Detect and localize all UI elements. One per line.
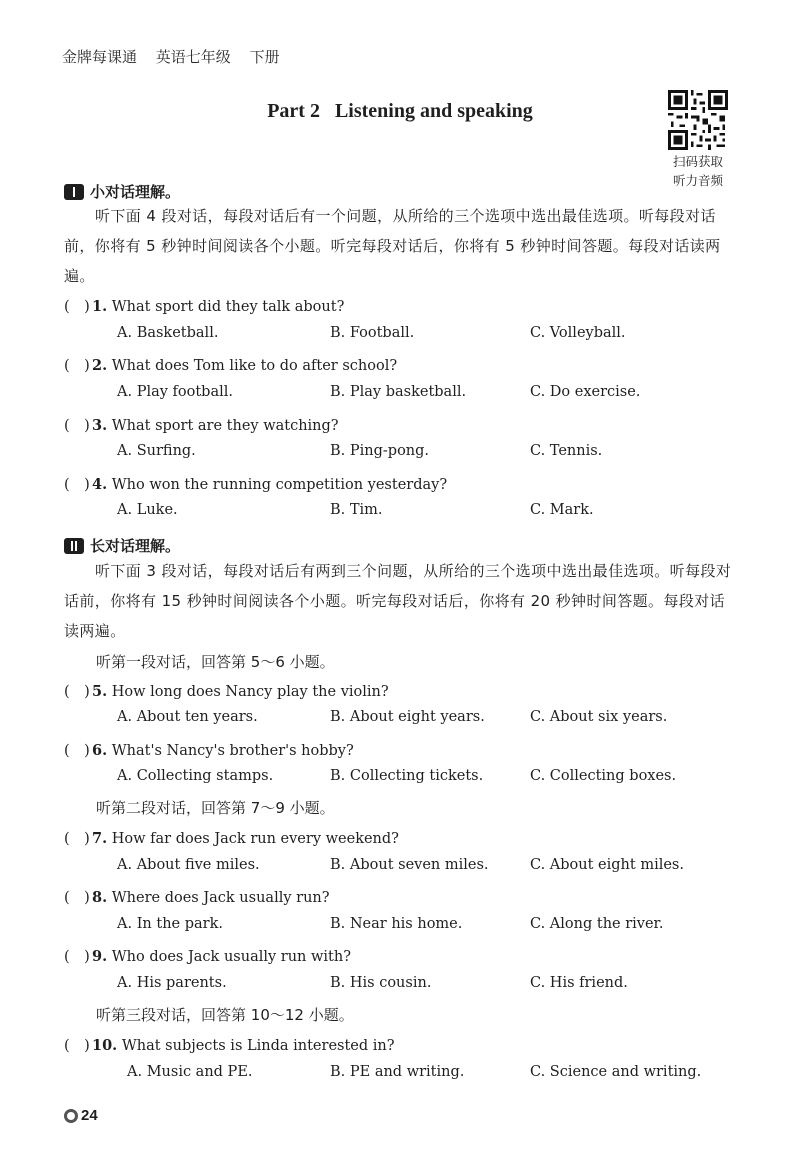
- book-subject: 英语七年级: [155, 48, 231, 66]
- option-a: A. About five miles.: [117, 857, 260, 873]
- section-1-badge-icon: [64, 184, 84, 200]
- option-a: A. Music and PE.: [127, 1064, 253, 1080]
- dialogue-3-intro: 听第三段对话，回答第 10～12 小题。: [96, 1006, 354, 1024]
- question-2: [64, 354, 397, 375]
- qr-caption-line-2: 听力音频: [672, 173, 723, 188]
- option-a: A. In the park.: [117, 916, 223, 932]
- option-b: B. About eight years.: [330, 709, 485, 725]
- section-2-heading: [64, 535, 180, 556]
- question-4: [64, 473, 447, 494]
- option-a: A. About ten years.: [117, 709, 258, 725]
- question-number: 7.: [92, 830, 108, 847]
- qr-caption-line-1: 扫码获取: [672, 154, 723, 169]
- question-text: Where does Jack usually run?: [111, 890, 330, 906]
- question-8: [64, 886, 330, 907]
- option-b: B. About seven miles.: [330, 857, 489, 873]
- question-text: What subjects is Linda interested in?: [121, 1038, 395, 1054]
- section-2-instructions: [64, 556, 736, 646]
- section-2-title: 长对话理解。: [90, 537, 181, 555]
- question-number: 2.: [92, 357, 108, 374]
- answer-blank[interactable]: ( ): [64, 1038, 90, 1054]
- option-a: A. Collecting stamps.: [117, 768, 274, 784]
- question-3: [64, 414, 339, 435]
- question-text: Who won the running competition yesterday?: [111, 477, 448, 493]
- answer-blank[interactable]: ( ): [64, 890, 90, 906]
- answer-blank[interactable]: ( ): [64, 477, 90, 493]
- answer-blank[interactable]: ( ): [64, 418, 90, 434]
- answer-blank[interactable]: ( ): [64, 831, 90, 847]
- option-a: A. His parents.: [117, 975, 227, 991]
- option-c: C. Science and writing.: [530, 1064, 702, 1080]
- page-number-text: 24: [81, 1107, 98, 1124]
- section-2-badge-icon: [64, 538, 84, 554]
- question-number: 10.: [92, 1037, 118, 1054]
- dialogue-1-intro: 听第一段对话，回答第 5～6 小题。: [96, 653, 335, 671]
- option-c: C. Mark.: [530, 502, 594, 518]
- option-b: B. Near his home.: [330, 916, 463, 932]
- option-b: B. Tim.: [330, 502, 383, 518]
- option-c: C. Tennis.: [530, 443, 603, 459]
- book-volume: 下册: [249, 48, 280, 66]
- section-1-instructions-text: 听下面 4 段对话，每段对话后有一个问题，从所给的三个选项中选出最佳选项。听每段对话前，你将有 5 秒钟时间阅读各个小题。听完每段对话后，你将有 5 秒钟时间答题。每段对话读两遍。: [64, 207, 721, 285]
- question-9: [64, 945, 351, 966]
- running-header: [62, 46, 294, 67]
- answer-blank[interactable]: ( ): [64, 743, 90, 759]
- option-b: B. Play basketball.: [330, 384, 467, 400]
- section-1-instructions: [64, 201, 736, 291]
- option-a: A. Surfing.: [117, 443, 196, 459]
- question-text: What's Nancy's brother's hobby?: [111, 743, 354, 759]
- dialogue-2-intro: 听第二段对话，回答第 7～9 小题。: [96, 799, 335, 817]
- question-number: 9.: [92, 948, 108, 965]
- option-c: C. About six years.: [530, 709, 668, 725]
- option-c: C. Volleyball.: [530, 325, 626, 341]
- option-b: B. His cousin.: [330, 975, 432, 991]
- question-text: Who does Jack usually run with?: [111, 949, 351, 965]
- answer-blank[interactable]: ( ): [64, 358, 90, 374]
- question-5: [64, 680, 389, 701]
- question-10: [64, 1034, 395, 1055]
- qr-code-icon[interactable]: [668, 90, 728, 150]
- answer-blank[interactable]: ( ): [64, 299, 90, 315]
- question-number: 3.: [92, 417, 108, 434]
- option-c: C. Collecting boxes.: [530, 768, 677, 784]
- option-c: C. About eight miles.: [530, 857, 684, 873]
- section-1-heading: [64, 181, 180, 202]
- page-title: Part 2 Listening and speaking: [267, 100, 533, 122]
- question-7: [64, 827, 399, 848]
- option-a: A. Basketball.: [117, 325, 219, 341]
- section-1-title: 小对话理解。: [90, 183, 181, 201]
- question-6: [64, 739, 354, 760]
- question-text: What does Tom like to do after school?: [111, 358, 398, 374]
- question-text: What sport did they talk about?: [111, 299, 345, 315]
- book-title: 金牌每课通: [62, 48, 138, 66]
- question-number: 1.: [92, 298, 108, 315]
- question-text: How long does Nancy play the violin?: [111, 684, 389, 700]
- option-c: C. Do exercise.: [530, 384, 641, 400]
- option-c: C. His friend.: [530, 975, 628, 991]
- option-a: A. Play football.: [117, 384, 233, 400]
- option-b: B. Football.: [330, 325, 415, 341]
- question-number: 6.: [92, 742, 108, 759]
- section-2-instructions-text: 听下面 3 段对话，每段对话后有两到三个问题，从所给的三个选项中选出最佳选项。听每段对话前，你将有 15 秒钟时间阅读各个小题。听完每段对话后，你将有 20 秒钟时间答题。每段对话读两遍。: [64, 562, 732, 640]
- option-b: B. PE and writing.: [330, 1064, 465, 1080]
- page-gear-icon: [64, 1109, 78, 1123]
- question-1: [64, 295, 344, 316]
- question-number: 4.: [92, 476, 108, 493]
- answer-blank[interactable]: ( ): [64, 684, 90, 700]
- option-a: A. Luke.: [117, 502, 178, 518]
- option-b: B. Collecting tickets.: [330, 768, 484, 784]
- question-number: 8.: [92, 889, 108, 906]
- question-number: 5.: [92, 683, 108, 700]
- option-b: B. Ping-pong.: [330, 443, 430, 459]
- page-number: [64, 1107, 98, 1124]
- answer-blank[interactable]: ( ): [64, 949, 90, 965]
- option-c: C. Along the river.: [530, 916, 664, 932]
- question-text: How far does Jack run every weekend?: [111, 831, 399, 847]
- question-text: What sport are they watching?: [111, 418, 339, 434]
